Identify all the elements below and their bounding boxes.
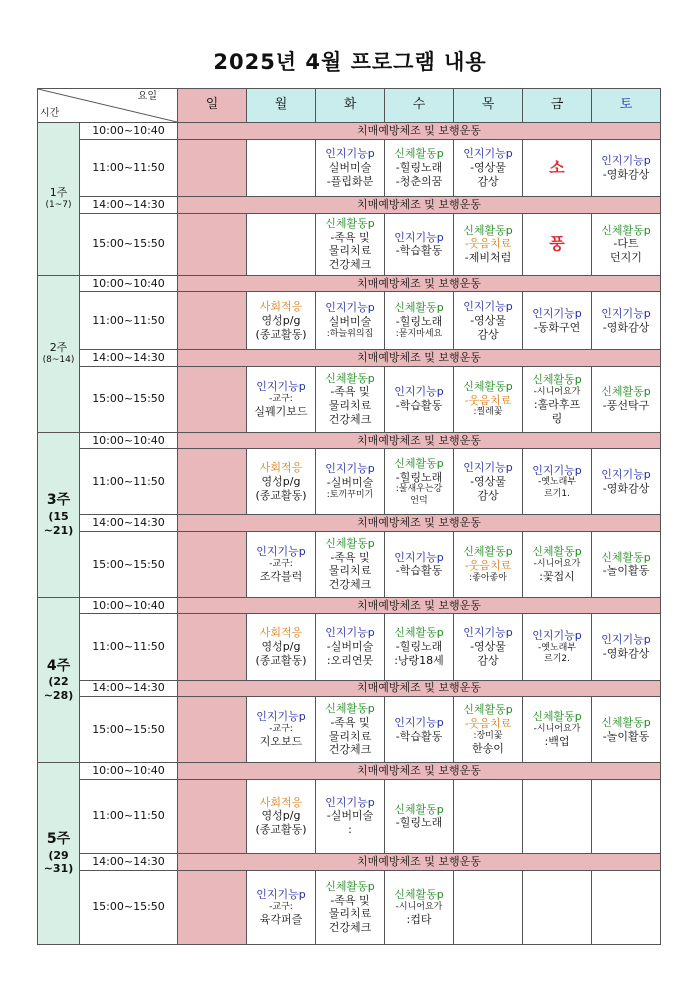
program-text: -영상물 [470,161,506,175]
program-text: 인지기능p [394,550,444,564]
program-text: 풍 [549,234,565,254]
program-text: 실꿰기보드 [254,404,308,418]
program-cell-sat [592,449,661,515]
time-slot: 14:00~14:30 [80,350,178,367]
program-text: 감상 [477,488,499,502]
week-row-pm [38,697,661,763]
program-text: :하늘위의집 [326,328,374,339]
program-text: 신체활동p [601,715,651,729]
program-cell-sat [592,292,661,350]
program-cell-tue [316,292,385,350]
program-text: 인지기능p [256,545,306,559]
corner-cell [38,89,178,123]
week-row-band-pm [38,853,661,870]
week-row-band-am [38,275,661,292]
program-cell-thu [454,449,523,515]
program-text: 인지기능p [394,715,444,729]
program-cell-sun [178,213,247,275]
program-text: : [348,823,352,837]
week-range: (29 ~31) [43,848,74,876]
week-row-band-pm [38,197,661,214]
program-text: 인지기능p [463,461,513,475]
program-text: 인지기능p [394,230,444,244]
program-text: :백업 [544,735,570,749]
program-cell-sat [592,366,661,432]
program-text: 인지기능p [256,710,306,724]
program-text: 물리치료 [328,564,372,578]
program-text: 신체활동p [601,223,651,237]
week-range: (8~14) [42,355,75,366]
program-text: 신체활동p [394,887,444,901]
program-text: 인지기능p [601,633,651,647]
day-header-thu: 목 [454,89,523,123]
program-text: :좋아좋아 [469,572,507,583]
program-text: -웃음치료 [464,237,512,251]
program-text: :꽃접시 [539,570,575,584]
week-row-band-pm [38,515,661,532]
program-cell-wed [385,366,454,432]
program-text: 물리치료 [328,244,372,258]
program-text: 한송이 [472,742,504,756]
exercise-band: 치매예방체조 및 보행운동 [178,275,661,292]
program-text: 실버미술 [328,161,372,175]
program-text: -옛노래부 [537,477,577,488]
program-text: :오리연못 [326,653,374,667]
program-text: 인지기능p [256,887,306,901]
time-slot: 15:00~15:50 [80,697,178,763]
program-cell-tue [316,139,385,197]
week-label-cell [38,432,80,597]
program-text: 신체활동p [601,385,651,399]
exercise-band: 치매예방체조 및 보행운동 [178,197,661,214]
time-slot: 11:00~11:50 [80,779,178,853]
program-cell-wed [385,870,454,945]
time-slot: 14:00~14:30 [80,853,178,870]
week-row-am [38,449,661,515]
program-cell-mon [247,366,316,432]
program-text: -족욕 및 [330,715,370,729]
program-cell-sat [592,139,661,197]
program-text: 신체활동p [325,371,375,385]
program-text: 인지기능p [325,462,375,476]
program-cell-thu [454,697,523,763]
program-text: -힐링노래 [395,640,443,654]
week-label-cell [38,123,80,276]
time-slot: 10:00~10:40 [80,275,178,292]
time-slot: 10:00~10:40 [80,432,178,449]
program-text: 영성p/g [261,474,301,488]
program-text: 신체활동p [463,223,513,237]
program-text: -교구: [269,393,293,404]
program-cell-wed [385,531,454,597]
program-text: 신체활동p [394,456,444,470]
program-text: 인지기능p [601,468,651,482]
program-cell-mon [247,531,316,597]
program-cell-sat [592,614,661,680]
program-text: -영상물 [470,640,506,654]
time-slot: 11:00~11:50 [80,449,178,515]
program-text: 신체활동p [394,802,444,816]
program-text: 신체활동p [394,301,444,315]
program-text: 감상 [477,327,499,341]
program-text: 인지기능p [532,306,582,320]
program-text: 신체활동p [325,536,375,550]
program-text: -족욕 및 [330,893,370,907]
program-text: :찔레꽃 [473,407,503,418]
program-cell-thu [454,139,523,197]
week-label: 2주 [49,341,68,355]
program-cell-thu [454,614,523,680]
program-text: 신체활동p [325,879,375,893]
program-cell-fri [523,292,592,350]
program-text: (종교활동) [255,653,307,667]
time-slot: 15:00~15:50 [80,366,178,432]
program-cell-fri [523,870,592,945]
program-text: -실버미술 [326,476,374,490]
program-text: -시니어요가 [533,723,581,734]
program-cell-wed [385,779,454,853]
program-text: -제비처럼 [464,251,512,265]
time-slot: 11:00~11:50 [80,292,178,350]
program-cell-sat [592,779,661,853]
exercise-band: 치매예방체조 및 보행운동 [178,597,661,614]
program-text: 사회적응 [259,300,303,314]
program-cell-thu [454,870,523,945]
program-text: 지오보드 [259,735,303,749]
week-row-pm [38,531,661,597]
time-slot: 15:00~15:50 [80,870,178,945]
program-cell-tue [316,449,385,515]
program-text: 감상 [477,174,499,188]
program-text: 신체활동p [463,545,513,559]
program-text: :물새우는강 [395,484,443,495]
program-cell-mon [247,449,316,515]
program-cell-sat [592,697,661,763]
program-text: -동화구연 [533,320,581,334]
program-cell-tue [316,614,385,680]
program-cell-thu [454,366,523,432]
week-label: 5주 [46,831,71,848]
week-label: 4주 [46,657,71,674]
week-label: 1주 [49,186,68,200]
program-text: 물리치료 [328,399,372,413]
program-text: 신체활동p [601,550,651,564]
program-text: 영성p/g [261,640,301,654]
header-row [38,89,661,123]
program-text: 인지기능p [601,306,651,320]
program-text: -교구: [269,723,293,734]
time-slot: 14:00~14:30 [80,515,178,532]
program-cell-mon [247,213,316,275]
program-text: 인지기능p [463,626,513,640]
program-text: -옛노래부 [537,642,577,653]
day-header-tue: 화 [316,89,385,123]
program-text: 조각블럭 [259,570,303,584]
day-header-wed: 수 [385,89,454,123]
program-text: :낭랑18세 [394,653,444,667]
schedule-table [37,88,661,945]
program-cell-mon [247,139,316,197]
program-text: -웃음치료 [464,717,512,731]
time-slot: 14:00~14:30 [80,197,178,214]
program-text: -힐링노래 [395,161,443,175]
week-row-band-am [38,597,661,614]
week-row-pm [38,366,661,432]
program-text: -실버미술 [326,809,374,823]
program-cell-fri [523,449,592,515]
program-cell-thu [454,531,523,597]
week-label: 3주 [46,492,71,509]
program-text: -놀이활동 [602,564,650,578]
week-row-band-pm [38,350,661,367]
program-text: 인지기능p [463,300,513,314]
program-cell-wed [385,697,454,763]
program-text: 실버미술 [328,315,372,329]
program-text: 영성p/g [261,313,301,327]
program-text: -영상물 [470,474,506,488]
program-cell-tue [316,697,385,763]
week-row-pm [38,213,661,275]
program-text: -시니어요가 [533,558,581,569]
week-label-cell [38,275,80,432]
program-text: -영화감상 [602,320,650,334]
program-text: 건강체크 [328,578,372,592]
program-text: (종교활동) [255,488,307,502]
week-range: (1~7) [45,200,72,211]
program-cell-wed [385,213,454,275]
time-slot: 15:00~15:50 [80,213,178,275]
program-text: 인지기능p [256,379,306,393]
program-text: 사회적응 [259,795,303,809]
program-text: -학습활동 [395,399,443,413]
program-text: 신체활동p [325,702,375,716]
program-text: -교구: [269,558,293,569]
program-cell-fri [523,697,592,763]
program-text: -영화감상 [602,646,650,660]
program-cell-tue [316,870,385,945]
program-text: 신체활동p [394,147,444,161]
program-cell-wed [385,292,454,350]
program-text: -힐링노래 [395,470,443,484]
program-cell-tue [316,366,385,432]
program-cell-sat [592,213,661,275]
program-cell-mon [247,870,316,945]
program-text: :장미꽃 [473,730,503,741]
program-text: 신체활동p [394,626,444,640]
time-slot: 10:00~10:40 [80,597,178,614]
week-row-band-pm [38,680,661,697]
program-cell-fri [523,614,592,680]
program-text: -족욕 및 [330,550,370,564]
program-text: -플립화분 [326,174,374,188]
week-range: (22 ~28) [43,675,74,702]
program-text: 르기1. [544,488,570,499]
program-cell-mon [247,779,316,853]
exercise-band: 치매예방체조 및 보행운동 [178,680,661,697]
page-title: 2025년 4월 프로그램 내용 [213,50,487,74]
program-text: -다트 [613,237,639,251]
program-text: -족욕 및 [330,230,370,244]
program-text: 건강체크 [328,743,372,757]
day-header-sun: 일 [178,89,247,123]
program-text: -놀이활동 [602,729,650,743]
exercise-band: 치매예방체조 및 보행운동 [178,432,661,449]
program-text: 신체활동p [532,710,582,724]
time-slot: 10:00~10:40 [80,763,178,780]
program-text: 사회적응 [259,461,303,475]
program-cell-mon [247,697,316,763]
program-text: 신체활동p [532,545,582,559]
program-text: -학습활동 [395,729,443,743]
program-text: -시니어요가 [395,901,443,912]
week-row-am [38,614,661,680]
program-text: -시니어요가 [533,386,581,397]
program-text: -교구: [269,901,293,912]
program-text: :토끼꾸미기 [326,489,374,500]
week-row-band-am [38,432,661,449]
program-cell-sun [178,531,247,597]
week-row-pm [38,870,661,945]
exercise-band: 치매예방체조 및 보행운동 [178,853,661,870]
program-cell-thu [454,213,523,275]
program-text: 건강체크 [328,412,372,426]
program-text: 던지기 [610,251,642,265]
exercise-band: 치매예방체조 및 보행운동 [178,123,661,140]
program-cell-wed [385,449,454,515]
program-text: 소 [549,157,565,177]
program-cell-sun [178,292,247,350]
day-header-sat: 토 [592,89,661,123]
program-cell-fri [523,531,592,597]
program-text: 인지기능p [325,147,375,161]
exercise-band: 치매예방체조 및 보행운동 [178,515,661,532]
program-cell-thu [454,292,523,350]
program-cell-fri [523,366,592,432]
program-text: 언덕 [410,495,428,506]
program-text: 링 [551,411,563,425]
program-cell-fri [523,139,592,197]
program-text: 인지기능p [532,463,582,477]
program-text: -실버미술 [326,640,374,654]
program-cell-sun [178,614,247,680]
program-text: 신체활동p [325,216,375,230]
time-slot: 11:00~11:50 [80,139,178,197]
program-text: -웃음치료 [464,558,512,572]
program-cell-tue [316,213,385,275]
program-cell-sun [178,366,247,432]
program-cell-mon [247,614,316,680]
program-text: (종교활동) [255,823,307,837]
week-range: (15 ~21) [43,509,74,537]
program-text: -영상물 [470,313,506,327]
program-text: -힐링노래 [395,315,443,329]
week-row-am [38,779,661,853]
program-text: 신체활동p [463,703,513,717]
week-row-band-am [38,123,661,140]
program-cell-sat [592,531,661,597]
program-text: 인지기능p [325,301,375,315]
program-text: 건강체크 [328,921,372,934]
time-slot: 10:00~10:40 [80,123,178,140]
day-label: 요일 [137,91,157,102]
week-row-band-am [38,763,661,780]
program-text: 사회적응 [259,626,303,640]
week-label-cell [38,763,80,945]
program-text: :묻지마세요 [395,328,443,339]
program-text: -청춘의꿈 [395,174,443,188]
program-cell-mon [247,292,316,350]
program-text: 물리치료 [328,729,372,743]
time-slot: 11:00~11:50 [80,614,178,680]
program-cell-tue [316,531,385,597]
program-cell-fri [523,213,592,275]
program-text: 감상 [477,653,499,667]
program-text: -학습활동 [395,244,443,258]
program-cell-sat [592,870,661,945]
program-text: 신체활동p [532,372,582,386]
program-cell-sun [178,870,247,945]
program-text: 인지기능p [601,154,651,168]
program-cell-fri [523,779,592,853]
program-cell-tue [316,779,385,853]
time-slot: 15:00~15:50 [80,531,178,597]
program-text: 인지기능p [394,385,444,399]
exercise-band: 치매예방체조 및 보행운동 [178,763,661,780]
time-label: 시간 [40,107,60,119]
exercise-band: 치매예방체조 및 보행운동 [178,350,661,367]
program-text: -영화감상 [602,167,650,181]
program-cell-sun [178,449,247,515]
program-text: -풍선탁구 [602,399,650,413]
program-text: -학습활동 [395,564,443,578]
week-row-am [38,292,661,350]
program-text: -족욕 및 [330,385,370,399]
program-text: 물리치료 [328,907,372,921]
program-text: 인지기능p [463,147,513,161]
week-row-am [38,139,661,197]
program-text: 신체활동p [463,379,513,393]
program-text: -영화감상 [602,481,650,495]
program-cell-wed [385,139,454,197]
program-text: 인지기능p [532,628,582,642]
program-text: 영성p/g [261,809,301,823]
program-text: :컵타 [406,912,432,926]
program-cell-sun [178,697,247,763]
program-cell-sun [178,139,247,197]
program-cell-wed [385,614,454,680]
program-text: 건강체크 [328,258,372,272]
program-cell-thu [454,779,523,853]
program-cell-sun [178,779,247,853]
program-text: (종교활동) [255,327,307,341]
program-text: 인지기능p [325,795,375,809]
program-text: 인지기능p [325,626,375,640]
week-label-cell [38,597,80,762]
day-header-mon: 월 [247,89,316,123]
day-header-fri: 금 [523,89,592,123]
program-text: 육각퍼즐 [259,912,303,926]
program-text: -웃음치료 [464,393,512,407]
program-text: -힐링노래 [395,816,443,830]
time-slot: 14:00~14:30 [80,680,178,697]
program-text: :훌라후프 [533,397,581,411]
program-text: 르기2. [544,653,570,664]
